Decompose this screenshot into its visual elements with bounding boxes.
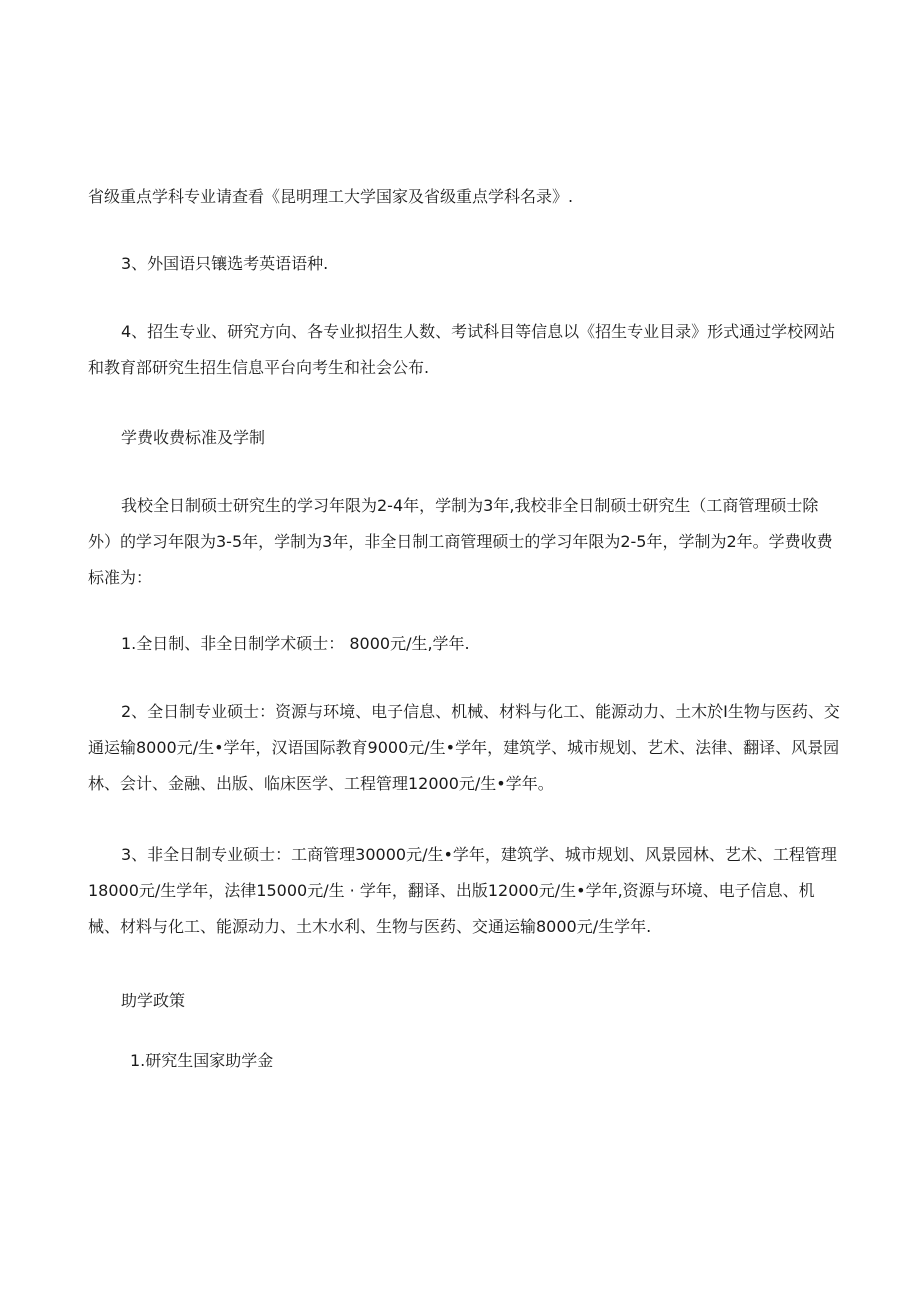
paragraph-fulltime-professional-fee: 2、全日制专业硕士：资源与环境、电子信息、机械、材料与化工、能源动力、土木於I生物与医药、交通运输8000元/生•学年，汉语国际教育9000元/生•学年，建筑学、城市规划、艺术、法律、翻译、风景园林、会计、金融、出版、临床医学、工程管理12000元/生•学年。 xyxy=(88,702,840,793)
paragraph-key-disciplines: 省级重点学科专业请查看《昆明理工大学国家及省级重点学科名录》. xyxy=(88,187,574,206)
heading-tuition-and-duration: 学费收费标准及学制 xyxy=(121,428,266,447)
paragraph-foreign-language: 3、外国语只镶选考英语语种. xyxy=(121,254,329,273)
paragraph-study-duration: 我校全日制硕士研究生的学习年限为2-4年，学制为3年,我校非全日制硕士研究生（工商管理硕士除外）的学习年限为3-5年，学制为3年，非全日制工商管理硕士的学习年限为2-5年，学制为2年。学费收费标准为： xyxy=(88,496,833,587)
paragraph-parttime-professional-fee: 3、非全日制专业硕士：工商管理30000元/生•学年，建筑学、城市规划、风景园林、艺术、工程管理18000元/生学年，法律15000元/生 · 学年，翻译、出版12000元/生•学年,资源与环境、电子信息、机械、材料与化工、能源动力、土木水利、生物与医药、交通运输8000元/生学年. xyxy=(88,845,837,936)
paragraph-academic-master-fee: 1.全日制、非全日制学术硕士： 8000元/生,学年. xyxy=(121,634,470,653)
heading-financial-aid: 助学政策 xyxy=(121,991,186,1010)
paragraph-enrollment-catalog: 4、招生专业、研究方向、各专业拟招生人数、考试科目等信息以《招生专业目录》形式通过学校网站和教育部研究生招生信息平台向考生和社会公布. xyxy=(88,322,836,377)
paragraph-national-grant: 1.研究生国家助学金 xyxy=(130,1051,274,1070)
